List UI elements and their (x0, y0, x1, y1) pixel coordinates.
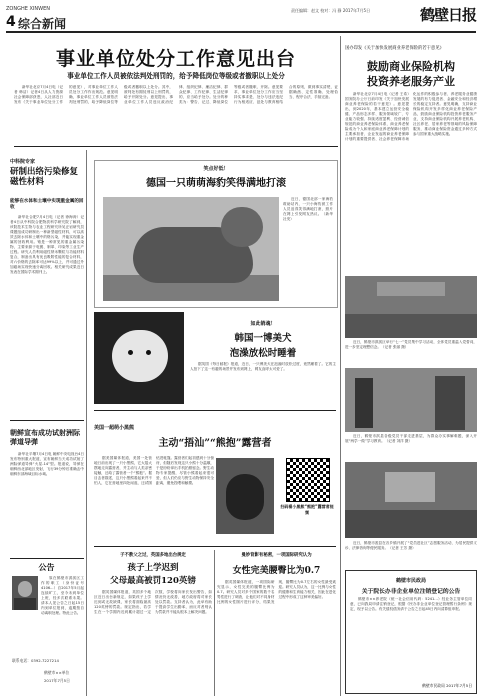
masthead (6, 6, 476, 32)
satellite-rule (10, 558, 84, 559)
seal-box (94, 160, 338, 308)
waist-body: 据英国媒体报道，一项国际研究显示，女性完美的腰臀比例为0.7。研究人员对多个国家的数千名男性进行了调查，让他们对不同身材比例的女性图片进行评分，结果发现，腰臀比为0.7左右的女性最受欢迎。研究人员认为，这一比例与女性的健康和生育能力相关，因此在进化过程中形成了这种审美偏好。 (217, 580, 336, 604)
tech-kicker: 中科院专家 (10, 159, 36, 165)
newspaper-logo: 鹤壁日报 (419, 6, 476, 24)
bear-title: 主动“捂汕”“熊抱”露营者 (158, 438, 272, 449)
notice-contact: 联系电话：0392-7227214 (12, 658, 59, 663)
bottom-notice-box (345, 570, 477, 694)
photo2-caption: 近日，鹤壁市淇县各级党员干部走进基层，为群众办实事解难题，深入开展“两学一做”学习教育。（记者 刘洋 摄） (345, 434, 477, 443)
lead-subtitle: 事业单位工作人员被依法判处刑罚的，给予降低岗位等级或者撤职以上处分 (67, 72, 285, 80)
satellite-title: 朝鲜宣布成功试射洲际弹道导弹 (10, 428, 80, 446)
notice-body: 原在鹤壁市淇滨区工作的职工（身份证号4106...）自2017年5月起连续旷工，至今未到单位上班，经多次联系未果。请本人见公告之日起15日内到单位报到，逾期按自动离职处理。特此公告。 (41, 576, 84, 615)
seal-kicker: 笑点好低！ (203, 166, 229, 172)
notice-signer: 鹤壁市××单位 (44, 670, 70, 675)
seal-caption: 近日，德国北部一家海豹救助站内，一只小海豹被工作人员逗得笑得满地打滚，照片在网上引发网友热议。（新华社发） (283, 197, 333, 221)
dog-photo (94, 312, 184, 404)
seal-photo (103, 197, 279, 301)
children-title-2: 父母最高被罚120英镑 (110, 576, 196, 586)
pension-kicker: 国办印发《关于加快发展商业养老保险的若干意见》 (345, 46, 444, 51)
satellite-body: 新华社平壤7月4日电 朝鲜中央电视台4日发布特别重大报道，宣布朝鲜当天成功试射了洲际弹道导弹“火星-14”型。报道说，导弹在朝鲜西北部地区发射，飞行39分钟后准确击中朝鲜东部海域目标水域。 (10, 452, 84, 476)
qr-caption: 扫码看小黑熊“熊抱”露营者视频 (280, 504, 334, 515)
masthead-info: 责任编辑：赵文 校对：冯 静 2017年7月5日 (291, 8, 371, 13)
lead-title: 事业单位处分工作意见出台 (55, 48, 296, 70)
children-divider (214, 550, 215, 696)
tech-title: 研制出络污染修复磁性材料 (10, 167, 79, 187)
masthead-rule (6, 31, 476, 33)
notice-portrait (12, 576, 38, 610)
children-title-1: 孩子上学迟到 (127, 563, 179, 573)
section-left-title: ZONGHE XINWEN (6, 6, 50, 12)
party-meeting-photo (345, 276, 477, 338)
notice-title: 公告 (38, 562, 55, 572)
photo3-caption: 近日，鹤壁市浚县在各乡镇开展了“党员进社区”志愿服务活动，为居民提供义诊、法律咨询等便民服务。（记者 王芳 摄） (345, 541, 477, 550)
dog-caption: 据英国《每日邮报》报道，近日，一只博美犬在泡澡时放松过度，竟然睡着了。它的主人拍下了这一有趣的场景并发布到网上，网友直呼太可爱了。 (190, 362, 336, 371)
qr-code[interactable] (286, 458, 330, 502)
children-kicker: 子不教父之过，英国多地出台规定 (120, 553, 186, 558)
lead-rule (14, 146, 338, 147)
waist-kicker: 曼妙背影有秘密，一项国际研究认为 (241, 553, 312, 558)
section-title: 综合新闻 (18, 17, 67, 31)
photo1-caption: 近日，鹤壁市淇滨区举行“七一”党员集中学习活动，全体党员重温入党誓词，进一步坚定理想信念。（记者 张丽 摄） (345, 340, 477, 349)
bottom-notice-kicker: 鹤壁市民政局 (395, 578, 426, 584)
left-column-divider (86, 150, 87, 696)
tech-subtitle: 能够在水体和土壤中实现重金属的回收 (10, 199, 84, 210)
waist-title: 女性完美腰臀比为0.7 (232, 566, 321, 576)
bear-photo (216, 458, 274, 534)
page-number: 4 (6, 14, 16, 30)
bottom-notice-footer: 鹤壁市民政局 2017年7月5日 (422, 683, 472, 688)
children-body: 据英国媒体报道，英国多个地区近日出台新规定，如果孩子上学迟到或无故缺课，家长将面临最高120英镑的罚款。规定指出，若学生在一个学期内迟到累计超过一定次数，学校将向家长发出警告，如情况仍无改善，地方政府将对家长处以罚款。支持者认为，此举有助于提高学生出勤率，而反对者则认为罚款并不能从根本上解决问题。 (94, 590, 212, 614)
right-column-divider (340, 36, 341, 696)
notice-box (8, 562, 85, 692)
bottom-notice-body: 鹤壁市××养老院（统一社会信用代码：5241...）经业务主管单位同意，已向我局申请注销登记，根据《民办非企业单位登记管理暂行条例》规定，现予以公告。有关债权债务请于公告之日起45日内向清算组申报。 (350, 597, 472, 611)
dog-title-1: 韩国一博美犬 (234, 333, 292, 344)
volunteer-photo (345, 368, 477, 432)
bottom-notice-title: 关于院长办非企业单位注销登记的公告 (361, 589, 461, 595)
pension-title-2: 投资养老服务产业 (367, 75, 455, 88)
lead-body: 新华社北京7月4日电（记者 韩洁）记者4日从人力资源社会保障部获悉，人社部近日发布《关于事业单位处分工作的意见》，对事业单位工作人员处分工作作出规范。意见明确，事业单位工作人员被依法判处刑罚的，给予降低岗位等级或者撤职以上处分。其中，被判处有期徒刑以上刑罚的，给予开除处分。意见提出，事业单位工作人员违反政治纪律、组织纪律、廉洁纪律、群众纪律、工作纪律、生活纪律的，应当给予处分。处分的种类为：警告、记过、降低岗位等级或者撤职、开除。意见要求，事业单位处分工作应当坚持实事求是、处分与违法违纪行为相适应、惩处与教育相结合的原则，做到事实清楚、证据确凿、定性准确、处理恰当、程序合法、手续完备。 (14, 85, 338, 104)
dog-kicker: 如此销魂！ (250, 321, 276, 327)
bear-qr-box (280, 458, 334, 542)
pension-body: 新华社北京7月4日电（记者 王希）国务院办公厅日前印发《关于加快发展商业养老保险的若干意见》。意见提出，到2020年，基本建立运营安全稳健、产品形态多样、服务领域较广、专业能力较强、持续适度盈利、经营诚信规范的商业养老保险体系，商业养老保险成为个人和家庭商业养老保障计划的主要承担者、企业发起的商业养老保障计划的重要提供者、社会养老保障市场化运作的积极参与者、养老服务业健康发展的有力促进者、金融安全和经济增长的稳定支持者。意见明确，支持商业保险机构开发多样化商业养老保险产品，鼓励商业保险机构投资养老服务产业，支持商业保险机构开展养老机构、社区养老、居家养老等领域的风险保障服务，推动商业保险资金通过多种方式参与国家重大战略实施。 (345, 92, 477, 141)
bear-rule (94, 410, 336, 411)
dog-title-2: 泡澡放松时睡着 (229, 348, 297, 359)
pension-title-1: 鼓励商业保险机构 (367, 60, 455, 73)
children-rule (94, 546, 336, 547)
notice-date: 2017年7月5日 (44, 678, 70, 683)
bear-kicker: 美国一超萌小黑熊 (94, 425, 135, 431)
tech-body: 新华社合肥7月4日电（记者 徐海涛）记者4日从中科院合肥物质科学研究院了解到，该院技术生物与农业工程研究所吴正岩研究员课题组成功研制出一种新型磁性材料，可以高效去除水体和土壤中的铬污染，并能实现重金属的回收利用。铬是一种常见的重金属污染物，主要来源于电镀、制革、印染等工业生产过程。研究人员利用磁性纳米颗粒与功能材料复合，制备出具有优良吸附性能的复合材料，对六价铬的去除率可达99%以上，并可通过外加磁场实现快速分离回收。相关研究成果近日发表在国际学术期刊上。 (10, 215, 84, 274)
tech-rule (10, 420, 84, 421)
community-photo (345, 462, 477, 538)
seal-title: 德国一只萌萌海豹笑得满地打滚 (146, 178, 286, 189)
bear-body: 据美国媒体报道，美国一处营地日前出现了一只小黑熊，它大摇大摆地走向露营者，并主动与人类亲密接触，还给了露营者一个“熊抱”。据目击者描述，这只小黑熊看起来并不怕人，它在营地里四处闲逛，还试图钻进帐篷。露营者们起初感到十分惊讶，但随后发现这只小熊十分温顺，于是纷纷拿出手机拍照留念。野生动物专家提醒，尽管小熊看起来很可爱，但人们仍应与野生动物保持安全距离，避免投喂和触摸。 (94, 456, 214, 485)
